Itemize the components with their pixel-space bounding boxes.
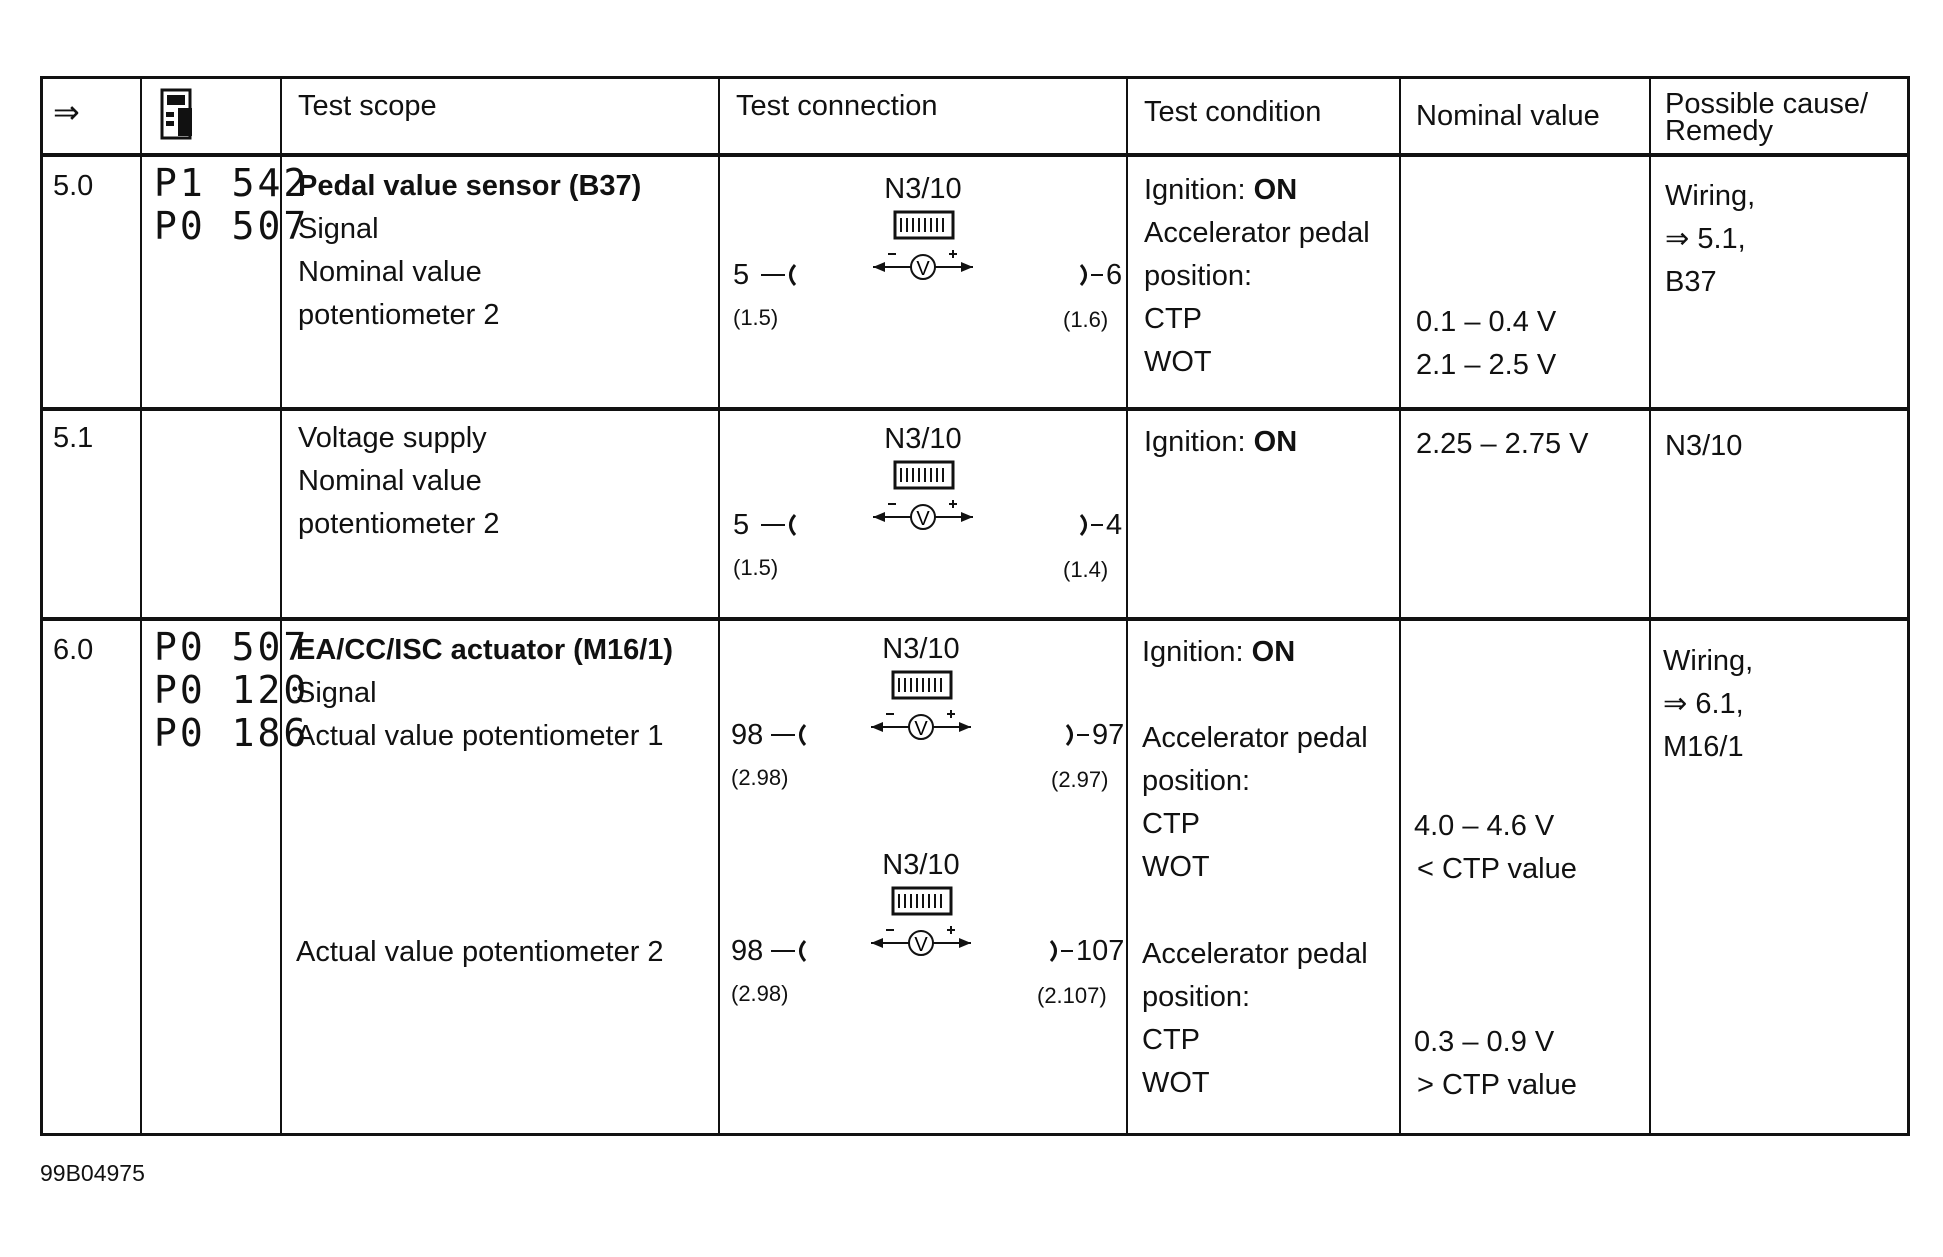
nominal-value: 0.3 – 0.9 V <box>1414 1026 1555 1058</box>
test-condition-line: CTP <box>1144 303 1202 335</box>
step-number: 5.1 <box>53 422 94 454</box>
document-code: 99B04975 <box>40 1160 145 1186</box>
column-divider <box>1399 79 1401 1133</box>
svg-text:V: V <box>914 718 928 740</box>
row-divider <box>43 617 1907 621</box>
remedy-line: ⇒ 6.1, <box>1663 688 1744 720</box>
left-pin-sub: (1.5) <box>733 555 779 580</box>
test-condition-ignition: Ignition: ON <box>1142 636 1296 668</box>
fault-code: P0 507 <box>154 625 310 669</box>
svg-text:V: V <box>914 934 928 956</box>
right-pin-sub: (1.4) <box>1063 557 1109 582</box>
test-connection-diagram <box>723 421 1123 591</box>
step-number: 5.0 <box>53 170 94 202</box>
right-pin-sub: (1.6) <box>1063 307 1109 332</box>
fault-code: P0 507 <box>154 204 310 248</box>
remedy-line: Wiring, <box>1663 645 1754 677</box>
right-pin: 97 <box>1092 719 1125 751</box>
left-pin-sub: (1.5) <box>733 305 779 330</box>
left-pin-sub: (2.98) <box>731 765 789 790</box>
right-pin: 6 <box>1106 259 1123 291</box>
nominal-value: > CTP value <box>1417 1069 1577 1101</box>
right-pin: 4 <box>1106 509 1123 541</box>
nominal-value: 2.25 – 2.75 V <box>1416 428 1589 460</box>
svg-text:V: V <box>916 258 930 280</box>
module-label: N3/10 <box>884 423 962 455</box>
test-condition-line: Accelerator pedal <box>1142 938 1368 970</box>
header-nominal-value: Nominal value <box>1416 100 1600 132</box>
scope-line: Nominal value <box>298 465 482 497</box>
nominal-value: < CTP value <box>1417 853 1577 885</box>
test-connection-diagram <box>721 847 1125 1017</box>
scope-title: Pedal value sensor (B37) <box>298 170 642 202</box>
header-test-scope: Test scope <box>298 90 437 122</box>
test-condition-line: position: <box>1142 981 1251 1013</box>
tester-icon <box>158 88 202 142</box>
column-divider <box>718 79 720 1133</box>
left-pin: 98 <box>731 719 764 751</box>
test-condition-line: Accelerator pedal <box>1144 217 1370 249</box>
right-pin-sub: (2.97) <box>1051 767 1109 792</box>
row-divider <box>43 407 1907 411</box>
remedy-line: M16/1 <box>1663 731 1744 763</box>
test-condition-line: position: <box>1142 765 1251 797</box>
test-condition-ignition: Ignition: ON <box>1144 174 1298 206</box>
test-condition-line: WOT <box>1144 346 1212 378</box>
left-pin: 5 <box>733 259 750 291</box>
test-condition-line: Accelerator pedal <box>1142 722 1368 754</box>
test-condition-ignition: Ignition: ON <box>1144 426 1298 458</box>
left-pin-sub: (2.98) <box>731 981 789 1006</box>
nominal-value: 2.1 – 2.5 V <box>1416 349 1557 381</box>
step-number: 6.0 <box>53 634 94 666</box>
remedy-line: ⇒ 5.1, <box>1665 223 1746 255</box>
scope-line: potentiometer 2 <box>298 299 500 331</box>
scope-line: Voltage supply <box>298 422 487 454</box>
test-condition-line: WOT <box>1142 851 1210 883</box>
module-label: N3/10 <box>884 173 962 205</box>
right-pin-sub: (2.107) <box>1037 983 1107 1008</box>
left-pin: 98 <box>731 935 764 967</box>
nominal-value: 4.0 – 4.6 V <box>1414 810 1555 842</box>
scope-title: EA/CC/ISC actuator (M16/1) <box>296 634 674 666</box>
remedy-line: N3/10 <box>1665 430 1743 462</box>
scope-line: Signal <box>296 677 377 709</box>
test-table <box>40 76 1910 1136</box>
test-condition-line: position: <box>1144 260 1253 292</box>
fault-code: P0 120 <box>154 668 310 712</box>
scope-line: potentiometer 2 <box>298 508 500 540</box>
fault-code: P0 186 <box>154 711 310 755</box>
test-condition-line: WOT <box>1142 1067 1210 1099</box>
column-divider <box>1126 79 1128 1133</box>
module-label: N3/10 <box>882 633 960 665</box>
column-divider <box>1649 79 1651 1133</box>
test-connection-diagram <box>723 171 1123 341</box>
header-test-connection: Test connection <box>736 90 938 122</box>
right-pin: 107 <box>1076 935 1125 967</box>
test-connection-diagram <box>721 631 1125 801</box>
header-possible-cause: Possible cause/ Remedy <box>1665 88 1869 147</box>
fault-code: P1 542 <box>154 161 310 205</box>
scope-line: Actual value potentiometer 2 <box>296 936 664 968</box>
test-condition-line: CTP <box>1142 808 1200 840</box>
remedy-line: B37 <box>1665 266 1717 298</box>
scope-line: Nominal value <box>298 256 482 288</box>
row-divider <box>43 153 1907 157</box>
header-arrow: ⇒ <box>53 94 80 130</box>
test-condition-line: CTP <box>1142 1024 1200 1056</box>
header-test-condition: Test condition <box>1144 96 1322 128</box>
scope-line: Signal <box>298 213 379 245</box>
remedy-line: Wiring, <box>1665 180 1756 212</box>
column-divider <box>140 79 142 1133</box>
svg-text:V: V <box>916 508 930 530</box>
nominal-value: 0.1 – 0.4 V <box>1416 306 1557 338</box>
scope-line: Actual value potentiometer 1 <box>296 720 664 752</box>
left-pin: 5 <box>733 509 750 541</box>
module-label: N3/10 <box>882 849 960 881</box>
